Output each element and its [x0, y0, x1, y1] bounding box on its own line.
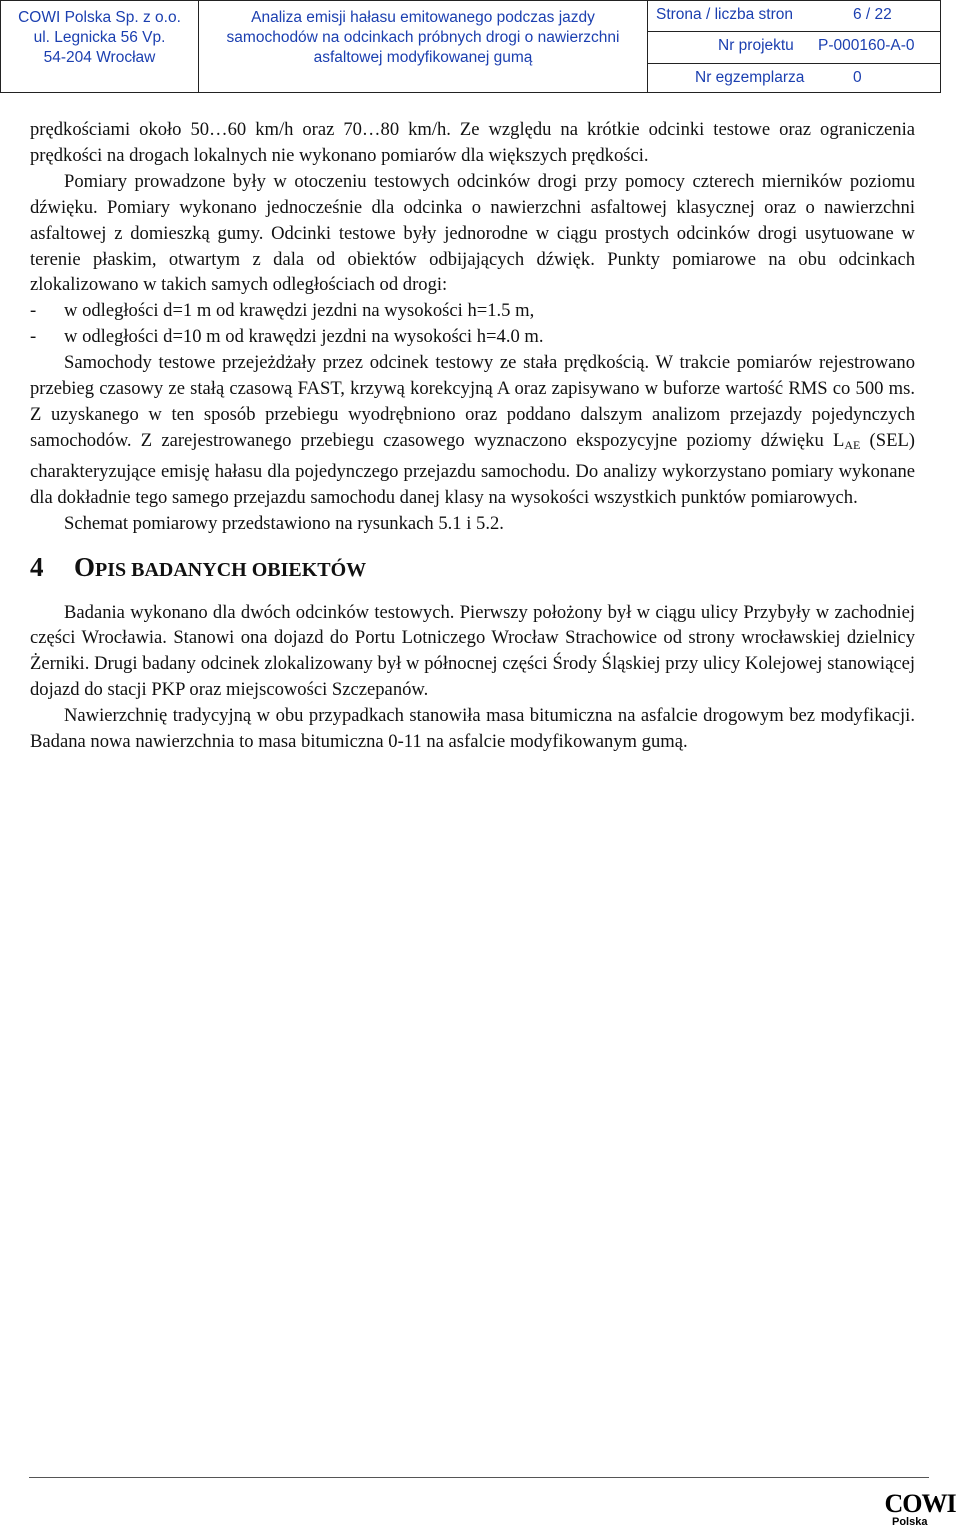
page-header	[0, 0, 941, 93]
section-title-rest: PIS BADANYCH OBIEKTÓW	[95, 558, 367, 581]
company-city: 54-204 Wrocław	[43, 49, 156, 66]
paragraph-recording-text-a: Samochody testowe przejeżdżały przez odcinek testowy ze stała prędkością. W trakcie pomiarów rejestrowano przebieg czasowy ze stałą czasową FAST, krzywą korekcyjną A oraz zapisywano w buforze wartość RMS co 500 ms. Z uzyskanego w ten sposób przebiegu wyodrębniono oraz poddano dalszym analizom przejazdy pojedynczych samochodów. Z zarejestrowanego przebiegu czasowego wyznaczono ekspozycyjne poziomy dźwięku L	[30, 352, 915, 451]
paragraph-measurements: Pomiary prowadzone były w otoczeniu testowych odcinków drogi przy pomocy czterech mierników poziomu dźwięku. Pomiary wykonano jednocześnie dla odcinka o nawierzchni asfaltowej klasycznej oraz o nawierzchni asfaltowej z domieszką gumy. Odcinki testowe były jednorodne w ciągu prostych odcinków drogi usytuowane w terenie płaskim, otwartym z dala od obiektów odbijających dźwięk. Punkty pomiarowe na obu odcinkach zlokalizowano w takich samych odległościach od drogi:	[30, 170, 915, 296]
logo-subtitle: Polska	[892, 1516, 928, 1528]
section-heading	[30, 551, 915, 586]
document-title-line-3: asfaltowej modyfikowanej gumą	[313, 49, 533, 66]
list-item	[30, 324, 915, 350]
document-body	[30, 117, 915, 755]
section-title-initial: O	[74, 551, 96, 582]
company-street: ul. Legnicka 56 Vp.	[33, 29, 166, 46]
paragraph-schema: Schemat pomiarowy przedstawiono na rysunkach 5.1 i 5.2.	[64, 512, 504, 534]
paragraph-speeds: prędkościami około 50…60 km/h oraz 70…80 km/h. Ze względu na krótkie odcinki testowe oraz ograniczenia prędkości na drogach lokalnych nie wykonano pomiarów dla większych prędkości.	[30, 119, 915, 166]
copy-number-value: 0	[853, 69, 862, 86]
list-item-text: w odległości d=1 m od krawędzi jezdni na wysokości h=1.5 m,	[64, 300, 535, 322]
paragraph-recording-text-b: (SEL) charakteryzujące emisję hałasu dla pojedynczego przejazdu samochodu. Do analizy wykorzystano pomiary wykonane dla dokładnie tego samego przejazdu samochodu danej klasy na wysokości wszystkich punktów pomiarowych.	[30, 429, 915, 508]
document-title-block	[199, 1, 648, 92]
section-number: 4	[30, 551, 44, 582]
project-number-value: P-000160-A-0	[818, 37, 915, 54]
footer-divider	[29, 1477, 929, 1478]
cowi-logo	[884, 1489, 956, 1528]
document-title-line-1: Analiza emisji hałasu emitowanego podczas jazdy	[251, 9, 595, 26]
document-meta-block	[648, 1, 940, 92]
page-count-label: Strona / liczba stron	[656, 6, 793, 23]
bullet-dash: -	[30, 326, 37, 348]
company-block	[1, 1, 199, 92]
document-title-line-2: samochodów na odcinkach próbnych drogi o nawierzchni	[226, 29, 620, 46]
project-number-row	[648, 32, 940, 63]
company-name: COWI Polska Sp. z o.o.	[18, 9, 181, 26]
bullet-dash: -	[30, 300, 37, 322]
lae-subscript: AE	[844, 437, 861, 452]
list-item-text: w odległości d=10 m od krawędzi jezdni na wysokości h=4.0 m.	[64, 326, 544, 348]
copy-number-row	[648, 63, 940, 93]
page-count-value: 6 / 22	[853, 6, 892, 23]
logo-mark: COWI	[884, 1489, 956, 1518]
list-item	[30, 298, 915, 324]
paragraph-surfaces: Nawierzchnię tradycyjną w obu przypadkach stanowiła masa bitumiczna na asfalcie drogowym bez modyfikacji. Badana nowa nawierzchnia to masa bitumiczna 0-11 na asfalcie modyfikowanym gumą.	[30, 705, 915, 753]
project-number-label: Nr projektu	[718, 37, 794, 54]
paragraph-test-sections: Badania wykonano dla dwóch odcinków testowych. Pierwszy położony był w ciągu ulicy Przybyły w zachodniej części Wrocławia. Stanowi ona dojazd do Portu Lotniczego Wrocław Strachowice od strony wrocławskiej dzielnicy Żerniki. Drugi badany odcinek zlokalizowany był w północnej części Środy Śląskiej przy ulicy Kolejowej stanowiącej dojazd do stacji PKP oraz miejscowości Szczepanów.	[30, 601, 915, 701]
paragraph-recording	[30, 350, 915, 510]
copy-number-label: Nr egzemplarza	[695, 69, 805, 86]
page-count-row	[648, 1, 940, 32]
